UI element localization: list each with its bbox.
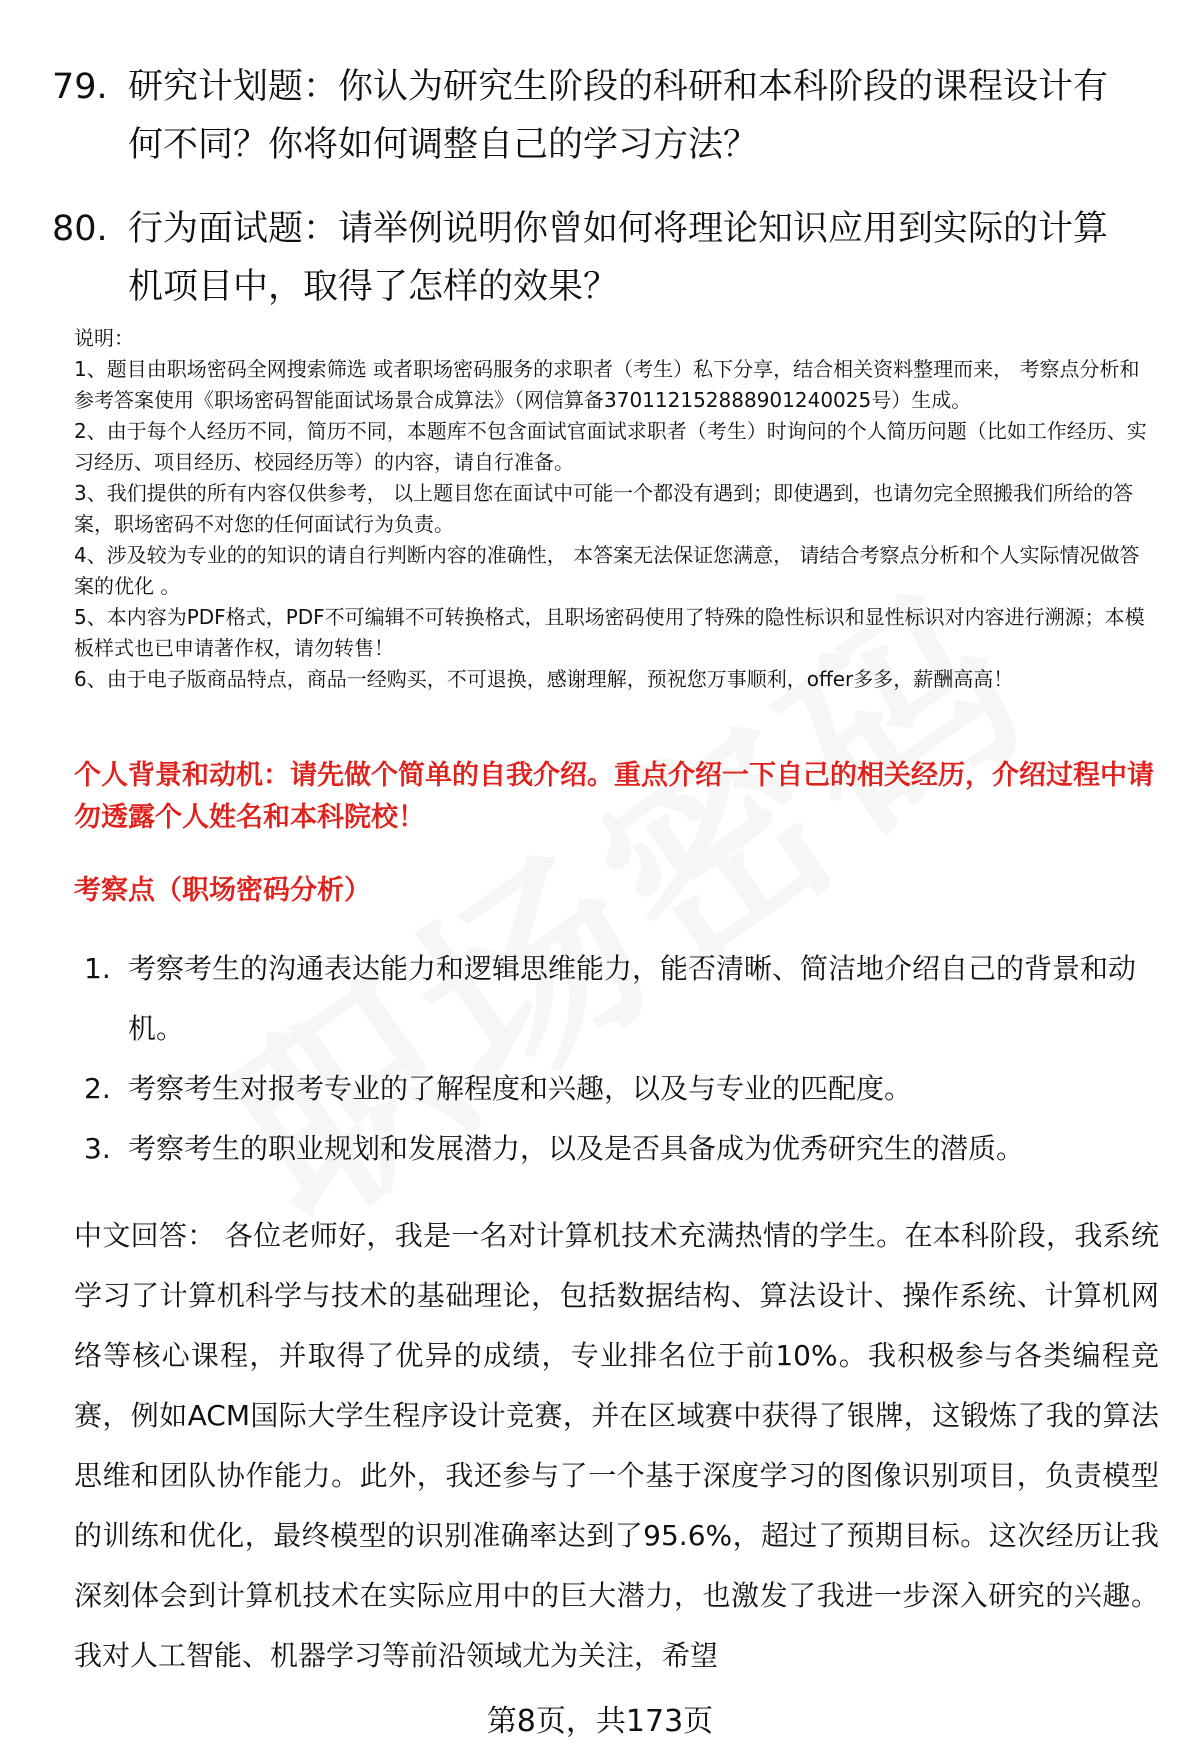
analysis-point <box>84 1119 1159 1179</box>
point-number: 3. <box>84 1132 111 1165</box>
question-list <box>52 58 1142 342</box>
question-number: 80. <box>52 209 108 249</box>
analysis-point <box>84 1059 1159 1119</box>
question-text: 研究计划题：你认为研究生阶段的科研和本科阶段的课程设计有何不同？你将如何调整自己的学习方法？ <box>128 67 1109 165</box>
section-title: 个人背景和动机：请先做个简单的自我介绍。重点介绍一下自己的相关经历，介绍过程中请勿透露个人姓名和本科院校！ <box>74 760 1154 833</box>
question-text: 行为面试题：请举例说明你曾如何将理论知识应用到实际的计算机项目中，取得了怎样的效果？ <box>128 209 1109 307</box>
question-item <box>52 58 1142 174</box>
notes-heading: 说明： <box>74 326 134 350</box>
analysis-points <box>84 939 1159 1179</box>
point-text: 考察考生对报考专业的了解程度和兴趣，以及与专业的匹配度。 <box>128 1072 913 1105</box>
answer-text: 中文回答： 各位老师好，我是一名对计算机技术充满热情的学生。在本科阶段，我系统学习了计算机科学与技术的基础理论，包括数据结构、算法设计、操作系统、计算机网络等核心课程，并取得了优异的成绩，专业排名位于前10%。我积极参与各类编程竞赛，例如ACM国际大学生程序设计竞赛，并在区域赛中获得了银牌，这锻炼了我的算法思维和团队协作能力。此外，我还参与了一个基于深度学习的图像识别项目，负责模型的训练和优化，最终模型的识别准确率达到了95.6%，超过了预期目标。这次经历让我深刻体会到计算机技术在实际应用中的巨大潜力，也激发了我进一步深入研究的兴趣。我对人工智能、机器学习等前沿领域尤为关注，希望 <box>74 1219 1159 1672</box>
analysis-title: 考察点（职场密码分析） <box>74 875 371 906</box>
question-number: 79. <box>52 67 108 107</box>
analysis-point <box>84 939 1159 1059</box>
note-item: 2、由于每个人经历不同，简历不同，本题库不包含面试官面试求职者（考生）时询问的个人简历问题（比如工作经历、实习经历、项目经历、校园经历等）的内容，请自行准备。 <box>74 419 1147 474</box>
notes-block <box>74 323 1159 695</box>
note-item: 5、本内容为PDF格式，PDF不可编辑不可转换格式，且职场密码使用了特殊的隐性标识和显性标识对内容进行溯源；本模板样式也已申请著作权，请勿转售！ <box>74 605 1145 660</box>
question-item <box>52 200 1142 316</box>
note-item: 6、由于电子版商品特点，商品一经购买，不可退换，感谢理解，预祝您万事顺利，offer多多，薪酬高高！ <box>74 667 1014 691</box>
point-number: 1. <box>84 952 111 985</box>
point-text: 考察考生的职业规划和发展潜力，以及是否具备成为优秀研究生的潜质。 <box>128 1132 1025 1165</box>
point-number: 2. <box>84 1072 111 1105</box>
point-text: 考察考生的沟通表达能力和逻辑思维能力，能否清晰、简洁地介绍自己的背景和动机。 <box>128 952 1137 1045</box>
note-item: 3、我们提供的所有内容仅供参考， 以上题目您在面试中可能一个都没有遇到；即使遇到，也请勿完全照搬我们所给的答案，职场密码不对您的任何面试行为负责。 <box>74 481 1134 536</box>
page-footer: 第8页，共173页 <box>486 1704 714 1739</box>
note-item: 1、题目由职场密码全网搜索筛选 或者职场密码服务的求职者（考生）私下分享，结合相关资料整理而来， 考察点分析和参考答案使用《职场密码智能面试场景合成算法》（网信算备370112152888901240025号）生成。 <box>74 357 1140 412</box>
note-item: 4、涉及较为专业的的知识的请自行判断内容的准确性， 本答案无法保证您满意， 请结合考察点分析和个人实际情况做答案的优化 。 <box>74 543 1140 598</box>
